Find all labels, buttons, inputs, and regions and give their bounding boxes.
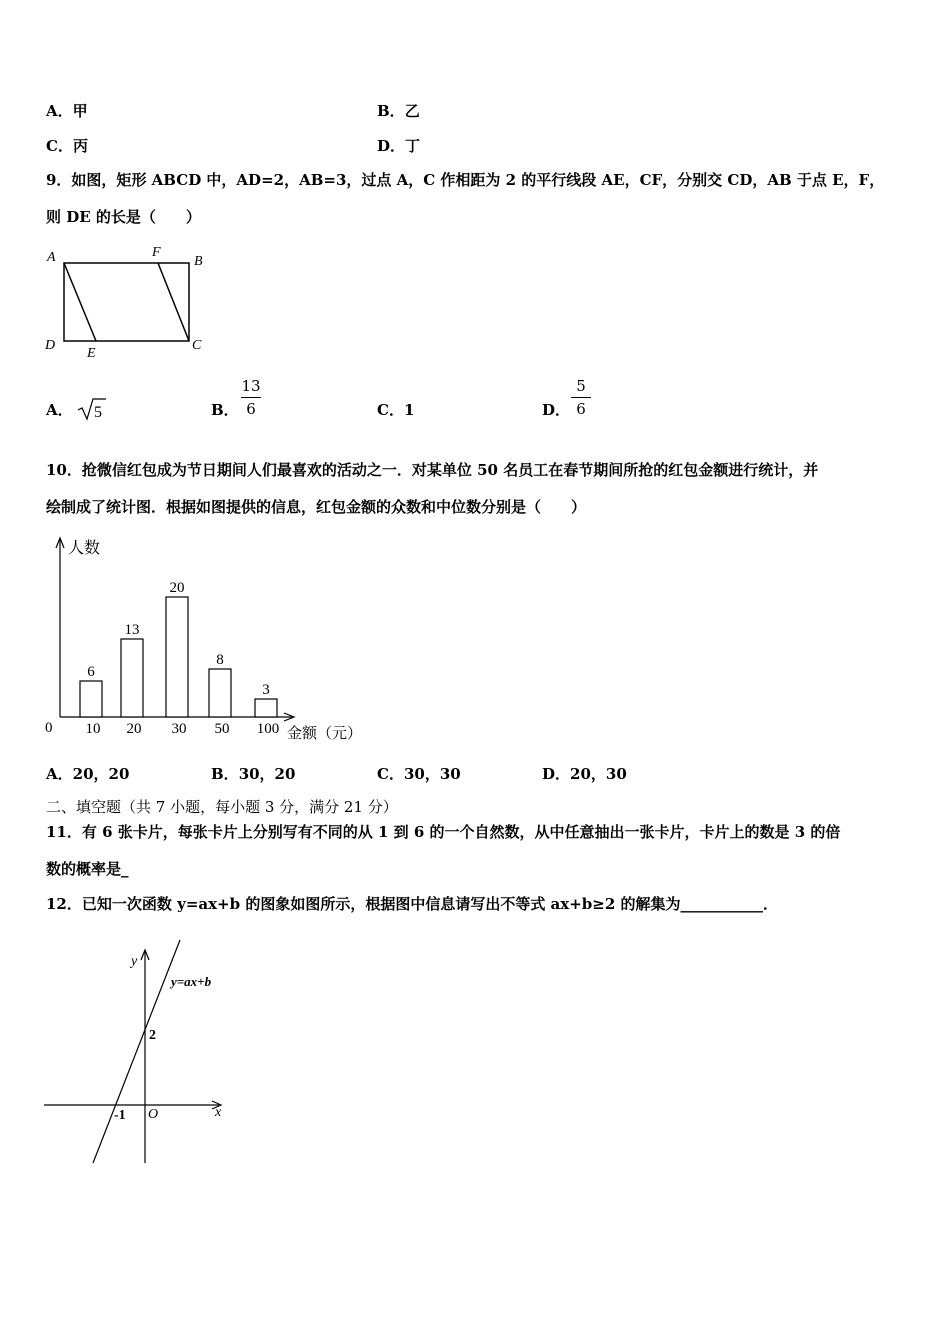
q10-option-c	[377, 764, 461, 784]
bar-value-label: 8	[216, 652, 224, 668]
option-label: A．	[46, 401, 73, 419]
bar-value-label: 3	[262, 682, 270, 698]
x-tick-label: 10	[85, 721, 101, 737]
segment-cf	[158, 263, 189, 341]
bar-chart	[40, 532, 380, 752]
q11-text-line2: 数的概率是_	[46, 860, 129, 878]
option-text: 1	[403, 401, 415, 419]
option-text: 甲	[72, 102, 88, 120]
y-intercept-label: 2	[149, 1028, 156, 1043]
sqrt-radicand: 5	[94, 404, 102, 421]
x-tick-label: 100	[256, 721, 280, 737]
option-text: 20，20	[72, 765, 130, 783]
label-d: D	[45, 338, 56, 353]
option-label: B．	[211, 765, 239, 783]
fraction-numerator: 13	[241, 377, 261, 395]
q10-option-d	[542, 764, 627, 784]
x-tick-label: 20	[126, 721, 142, 737]
rect-abcd	[64, 263, 189, 341]
function-line	[93, 940, 180, 1163]
option-label: D．	[377, 137, 406, 155]
q10-text-line2: 绘制成了统计图．根据如图提供的信息，红包金额的众数和中位数分别是（ ）	[46, 498, 587, 516]
option-text: 乙	[404, 102, 420, 120]
x-axis-label: x	[215, 1105, 222, 1120]
option-label: C．	[377, 765, 404, 783]
section2-header: 二、填空题（共 7 小题，每小题 3 分，满分 21 分）	[46, 798, 398, 816]
q9-option-a	[46, 400, 73, 420]
line-equation-label: y=ax+b	[171, 974, 212, 989]
y-axis-label: 人数	[68, 538, 101, 557]
bar-50	[209, 669, 231, 717]
x-axis-label: 金额（元）	[287, 724, 363, 742]
bar-value-label: 6	[87, 664, 95, 680]
x-intercept-label: -1	[114, 1108, 126, 1123]
fraction-denominator: 6	[576, 400, 586, 418]
fraction-numerator: 5	[576, 377, 586, 395]
bar-100	[255, 699, 277, 717]
label-c: C	[192, 338, 202, 353]
q9-rectangle-figure	[44, 245, 214, 361]
q8-option-c	[46, 136, 88, 156]
label-f: F	[152, 245, 161, 260]
bar-value-label: 20	[169, 580, 185, 596]
label-a: A	[47, 250, 56, 265]
q9-option-d	[542, 400, 570, 420]
q10-option-b	[211, 764, 295, 784]
option-label: C．	[46, 137, 73, 155]
option-label: A．	[46, 102, 73, 120]
option-text: 30，20	[238, 765, 296, 783]
option-label: B．	[211, 401, 239, 419]
x-tick-label: 30	[171, 721, 187, 737]
option-label: C．	[377, 401, 404, 419]
q9-text-line1: 9．如图，矩形 ABCD 中，AD=2，AB=3，过点 A，C 作相距为 2 的平行线段 AE，CF，分别交 CD，AB 于点 E，F，	[46, 171, 885, 189]
q10-option-a	[46, 764, 129, 784]
q8-option-b	[377, 101, 420, 121]
q11-text-line1: 11．有 6 张卡片，每张卡片上分别写有不同的从 1 到 6 的一个自然数，从中任意抽出一张卡片，卡片上的数是 3 的倍	[46, 823, 841, 841]
q9-option-b	[211, 400, 239, 420]
segment-ae	[64, 263, 96, 341]
q9-text-line2: 则 DE 的长是（ ）	[46, 208, 201, 226]
fraction-denominator: 6	[246, 400, 256, 418]
linear-function-graph	[44, 938, 244, 1168]
option-label: A．	[46, 765, 73, 783]
q8-option-a	[46, 101, 88, 121]
origin-label: 0	[45, 720, 53, 736]
option-text: 丁	[405, 137, 421, 155]
label-b: B	[194, 254, 203, 269]
q12-text: 12．已知一次函数 y=ax+b 的图象如图所示，根据图中信息请写出不等式 ax+b≥2 的解集为___________．	[46, 895, 778, 913]
option-label: B．	[377, 102, 405, 120]
q10-text-line1: 10．抢微信红包成为节日期间人们最喜欢的活动之一．对某单位 50 名员工在春节期间所抢的红包金额进行统计，并	[46, 461, 819, 479]
option-text: 20，30	[570, 765, 627, 783]
origin-label: O	[148, 1107, 159, 1122]
option-text: 丙	[72, 137, 88, 155]
option-label: D．	[542, 765, 571, 783]
option-label: D．	[542, 401, 571, 419]
y-axis-label: y	[131, 954, 138, 969]
bar-value-label: 13	[124, 622, 140, 638]
option-text: 30，30	[403, 765, 461, 783]
fraction-13-6	[239, 376, 263, 419]
q8-option-d	[377, 136, 420, 156]
x-tick-label: 50	[214, 721, 230, 737]
label-e: E	[87, 346, 96, 361]
bar-30	[166, 597, 188, 717]
bar-20	[121, 639, 143, 717]
sqrt-symbol	[77, 396, 107, 422]
q9-option-c	[377, 400, 414, 420]
fraction-5-6	[569, 376, 593, 419]
bar-10	[80, 681, 102, 717]
